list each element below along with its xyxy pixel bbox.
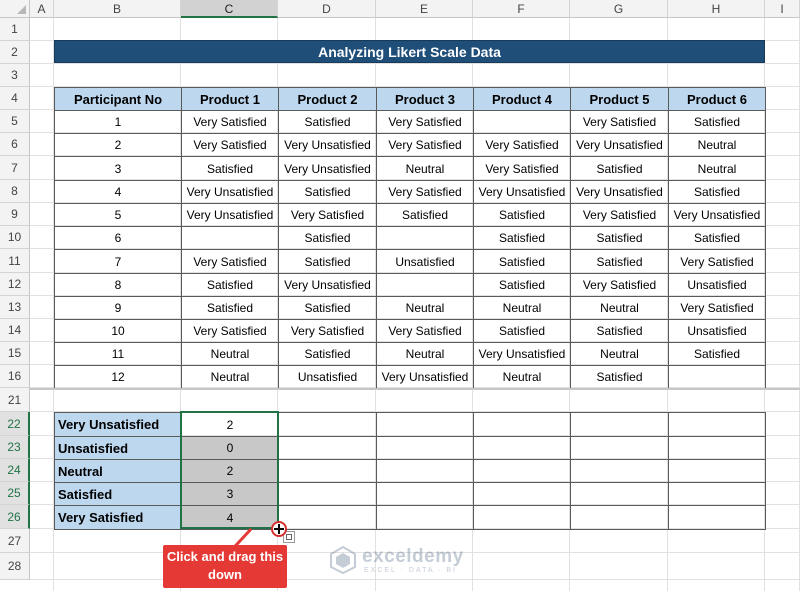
summary-empty-cell[interactable]	[570, 505, 669, 530]
row-header-1[interactable]: 1	[0, 18, 30, 41]
row-header-5[interactable]: 5	[0, 110, 30, 133]
table-cell[interactable]	[376, 226, 474, 250]
table-cell[interactable]: Neutral	[181, 365, 279, 389]
select-all-corner[interactable]	[0, 0, 30, 18]
watermark-subtitle: EXCEL · DATA · BI	[364, 567, 457, 574]
table-cell[interactable]: 6	[54, 226, 182, 250]
table-cell[interactable]: Satisfied	[181, 296, 279, 320]
table-header-cell[interactable]: Product 5	[570, 87, 669, 111]
row-header-26[interactable]: 26	[0, 505, 30, 529]
summary-empty-cell[interactable]	[473, 482, 571, 506]
row-header-21[interactable]: 21	[0, 388, 30, 412]
hidden-rows-divider	[30, 388, 800, 390]
table-cell[interactable]: 2	[54, 133, 182, 157]
table-cell[interactable]: Very Unsatisfied	[278, 156, 377, 181]
table-cell[interactable]: Very Satisfied	[668, 296, 766, 320]
table-cell[interactable]: Very Unsatisfied	[278, 273, 377, 297]
table-cell[interactable]: 11	[54, 342, 182, 366]
summary-empty-cell[interactable]	[278, 482, 377, 506]
summary-empty-cell[interactable]	[668, 436, 766, 460]
table-cell[interactable]: Neutral	[570, 342, 669, 366]
table-cell[interactable]: Satisfied	[570, 156, 669, 181]
row-header-24[interactable]: 24	[0, 459, 30, 482]
table-cell[interactable]: Unsatisfied	[376, 249, 474, 274]
table-cell[interactable]: Satisfied	[181, 273, 279, 297]
sheet-title: Analyzing Likert Scale Data	[54, 40, 765, 63]
table-cell[interactable]: Very Unsatisfied	[181, 203, 279, 227]
table-cell[interactable]: Satisfied	[668, 342, 766, 366]
summary-empty-cell[interactable]	[376, 436, 474, 460]
row-header-25[interactable]: 25	[0, 482, 30, 505]
summary-empty-cell[interactable]	[668, 482, 766, 506]
summary-empty-cell[interactable]	[278, 436, 377, 460]
table-header-cell[interactable]: Product 2	[278, 87, 377, 111]
table-cell[interactable]: 1	[54, 110, 182, 134]
table-cell[interactable]: Very Unsatisfied	[278, 133, 377, 157]
row-header-27[interactable]: 27	[0, 529, 30, 553]
column-header-d[interactable]: D	[278, 0, 376, 18]
summary-empty-cell[interactable]	[376, 482, 474, 506]
summary-empty-cell[interactable]	[473, 505, 571, 530]
summary-empty-cell[interactable]	[668, 505, 766, 530]
table-cell[interactable]: Neutral	[668, 133, 766, 157]
summary-label-cell[interactable]: Very Satisfied	[54, 505, 182, 530]
table-cell[interactable]: Very Satisfied	[181, 133, 279, 157]
table-cell[interactable]: Neutral	[473, 365, 571, 389]
row-header-22[interactable]: 22	[0, 412, 30, 436]
table-cell[interactable]: Satisfied	[278, 249, 377, 274]
table-cell[interactable]: Satisfied	[278, 342, 377, 366]
summary-empty-cell[interactable]	[278, 459, 377, 483]
row-header-10[interactable]: 10	[0, 226, 30, 249]
table-cell[interactable]: Satisfied	[473, 273, 571, 297]
table-cell[interactable]: Satisfied	[570, 226, 669, 250]
table-cell[interactable]: 9	[54, 296, 182, 320]
table-cell[interactable]: Neutral	[376, 156, 474, 181]
table-cell[interactable]: Very Satisfied	[570, 203, 669, 227]
summary-empty-cell[interactable]	[570, 482, 669, 506]
table-cell[interactable]: Neutral	[376, 342, 474, 366]
summary-empty-cell[interactable]	[376, 412, 474, 437]
table-cell[interactable]: Very Satisfied	[570, 273, 669, 297]
row-header-8[interactable]: 8	[0, 180, 30, 203]
column-header-f[interactable]: F	[473, 0, 570, 18]
summary-empty-cell[interactable]	[278, 505, 377, 530]
row-header-6[interactable]: 6	[0, 133, 30, 156]
summary-empty-cell[interactable]	[668, 412, 766, 437]
row-header-9[interactable]: 9	[0, 203, 30, 226]
column-header-h[interactable]: H	[668, 0, 765, 18]
table-cell[interactable]: Very Satisfied	[473, 133, 571, 157]
table-header-cell[interactable]: Product 4	[473, 87, 571, 111]
column-header-a[interactable]: A	[30, 0, 54, 18]
table-cell[interactable]: Satisfied	[473, 319, 571, 343]
table-cell[interactable]: Neutral	[668, 156, 766, 181]
row-header-4[interactable]: 4	[0, 87, 30, 110]
table-cell[interactable]: Very Satisfied	[278, 319, 377, 343]
table-cell[interactable]: Satisfied	[278, 226, 377, 250]
column-header-g[interactable]: G	[570, 0, 668, 18]
watermark	[330, 546, 490, 576]
summary-count-cell[interactable]: 4	[181, 505, 279, 530]
table-cell[interactable]: Very Satisfied	[473, 156, 571, 181]
table-cell[interactable]: Very Satisfied	[570, 110, 669, 134]
table-cell[interactable]	[668, 365, 766, 389]
table-header-cell[interactable]: Product 3	[376, 87, 474, 111]
crosshair-plus-icon[interactable]	[271, 521, 287, 537]
gridline-row	[30, 579, 800, 580]
table-cell[interactable]: Very Unsatisfied	[473, 342, 571, 366]
table-cell[interactable]: Unsatisfied	[668, 273, 766, 297]
exceldemy-logo-icon	[330, 546, 356, 574]
table-cell[interactable]: 12	[54, 365, 182, 389]
row-header-2[interactable]: 2	[0, 41, 30, 64]
table-cell[interactable]: 7	[54, 249, 182, 274]
table-cell[interactable]: Very Unsatisfied	[570, 180, 669, 204]
table-cell[interactable]: Unsatisfied	[278, 365, 377, 389]
table-cell[interactable]: Satisfied	[570, 365, 669, 389]
table-cell[interactable]: Neutral	[181, 342, 279, 366]
table-cell[interactable]: Unsatisfied	[668, 319, 766, 343]
summary-count-cell[interactable]: 0	[181, 436, 279, 460]
table-cell[interactable]: Satisfied	[473, 226, 571, 250]
table-cell[interactable]: Very Satisfied	[376, 110, 474, 134]
table-cell[interactable]: Very Satisfied	[668, 249, 766, 274]
table-cell[interactable]: 10	[54, 319, 182, 343]
summary-count-cell[interactable]: 3	[181, 482, 279, 506]
column-header-e[interactable]: E	[376, 0, 473, 18]
table-cell[interactable]: Very Satisfied	[376, 319, 474, 343]
row-header-3[interactable]: 3	[0, 64, 30, 87]
table-cell[interactable]: 4	[54, 180, 182, 204]
row-header-16[interactable]: 16	[0, 365, 30, 388]
table-cell[interactable]: Very Unsatisfied	[181, 180, 279, 204]
table-cell[interactable]: Satisfied	[473, 203, 571, 227]
table-cell[interactable]: Satisfied	[668, 110, 766, 134]
summary-empty-cell[interactable]	[570, 412, 669, 437]
table-cell[interactable]: Very Satisfied	[181, 319, 279, 343]
summary-empty-cell[interactable]	[570, 459, 669, 483]
summary-empty-cell[interactable]	[376, 505, 474, 530]
column-header-i[interactable]: I	[765, 0, 800, 18]
summary-count-cell[interactable]: 2	[181, 412, 279, 437]
column-header-c[interactable]: C	[181, 0, 278, 18]
table-cell[interactable]: Satisfied	[181, 156, 279, 181]
summary-empty-cell[interactable]	[473, 459, 571, 483]
row-header-12[interactable]: 12	[0, 273, 30, 296]
table-cell[interactable]: Satisfied	[668, 180, 766, 204]
table-header-cell[interactable]: Participant No	[54, 87, 182, 111]
table-cell[interactable]: Satisfied	[278, 180, 377, 204]
table-cell[interactable]: Satisfied	[278, 296, 377, 320]
summary-empty-cell[interactable]	[570, 436, 669, 460]
table-cell[interactable]: Satisfied	[668, 226, 766, 250]
row-header-14[interactable]: 14	[0, 319, 30, 342]
table-cell[interactable]: 5	[54, 203, 182, 227]
table-cell[interactable]: Very Satisfied	[376, 133, 474, 157]
row-header-28[interactable]: 28	[0, 553, 30, 580]
table-cell[interactable]: Neutral	[376, 296, 474, 320]
watermark-title: exceldemy	[362, 546, 464, 567]
table-cell[interactable]: Very Unsatisfied	[376, 365, 474, 389]
table-cell[interactable]	[473, 110, 571, 134]
table-header-cell[interactable]: Product 6	[668, 87, 766, 111]
table-cell[interactable]: Very Satisfied	[376, 180, 474, 204]
column-header-b[interactable]: B	[54, 0, 181, 18]
summary-empty-cell[interactable]	[278, 412, 377, 437]
summary-empty-cell[interactable]	[376, 459, 474, 483]
table-cell[interactable]: Very Satisfied	[278, 203, 377, 227]
table-cell[interactable]: Satisfied	[376, 203, 474, 227]
table-cell[interactable]	[376, 273, 474, 297]
row-header-13[interactable]: 13	[0, 296, 30, 319]
summary-label-cell[interactable]: Neutral	[54, 459, 182, 483]
table-cell[interactable]: Satisfied	[278, 110, 377, 134]
summary-count-cell[interactable]: 2	[181, 459, 279, 483]
table-cell[interactable]: 3	[54, 156, 182, 181]
table-cell[interactable]: Satisfied	[473, 249, 571, 274]
table-cell[interactable]: Satisfied	[570, 249, 669, 274]
instruction-callout: Click and drag this down	[163, 545, 287, 588]
summary-label-cell[interactable]: Very Unsatisfied	[54, 412, 182, 437]
table-cell[interactable]: Neutral	[473, 296, 571, 320]
table-cell[interactable]: Very Unsatisfied	[570, 133, 669, 157]
table-cell[interactable]: Satisfied	[570, 319, 669, 343]
table-cell[interactable]	[181, 226, 279, 250]
summary-empty-cell[interactable]	[473, 412, 571, 437]
table-cell[interactable]: 8	[54, 273, 182, 297]
table-header-cell[interactable]: Product 1	[181, 87, 279, 111]
summary-label-cell[interactable]: Satisfied	[54, 482, 182, 506]
summary-empty-cell[interactable]	[473, 436, 571, 460]
table-cell[interactable]: Very Satisfied	[181, 110, 279, 134]
row-header-15[interactable]: 15	[0, 342, 30, 365]
row-header-11[interactable]: 11	[0, 249, 30, 273]
table-cell[interactable]: Very Satisfied	[181, 249, 279, 274]
row-header-7[interactable]: 7	[0, 156, 30, 180]
table-cell[interactable]: Neutral	[570, 296, 669, 320]
summary-empty-cell[interactable]	[668, 459, 766, 483]
table-cell[interactable]: Very Unsatisfied	[473, 180, 571, 204]
summary-label-cell[interactable]: Unsatisfied	[54, 436, 182, 460]
row-header-23[interactable]: 23	[0, 436, 30, 459]
table-cell[interactable]: Very Unsatisfied	[668, 203, 766, 227]
